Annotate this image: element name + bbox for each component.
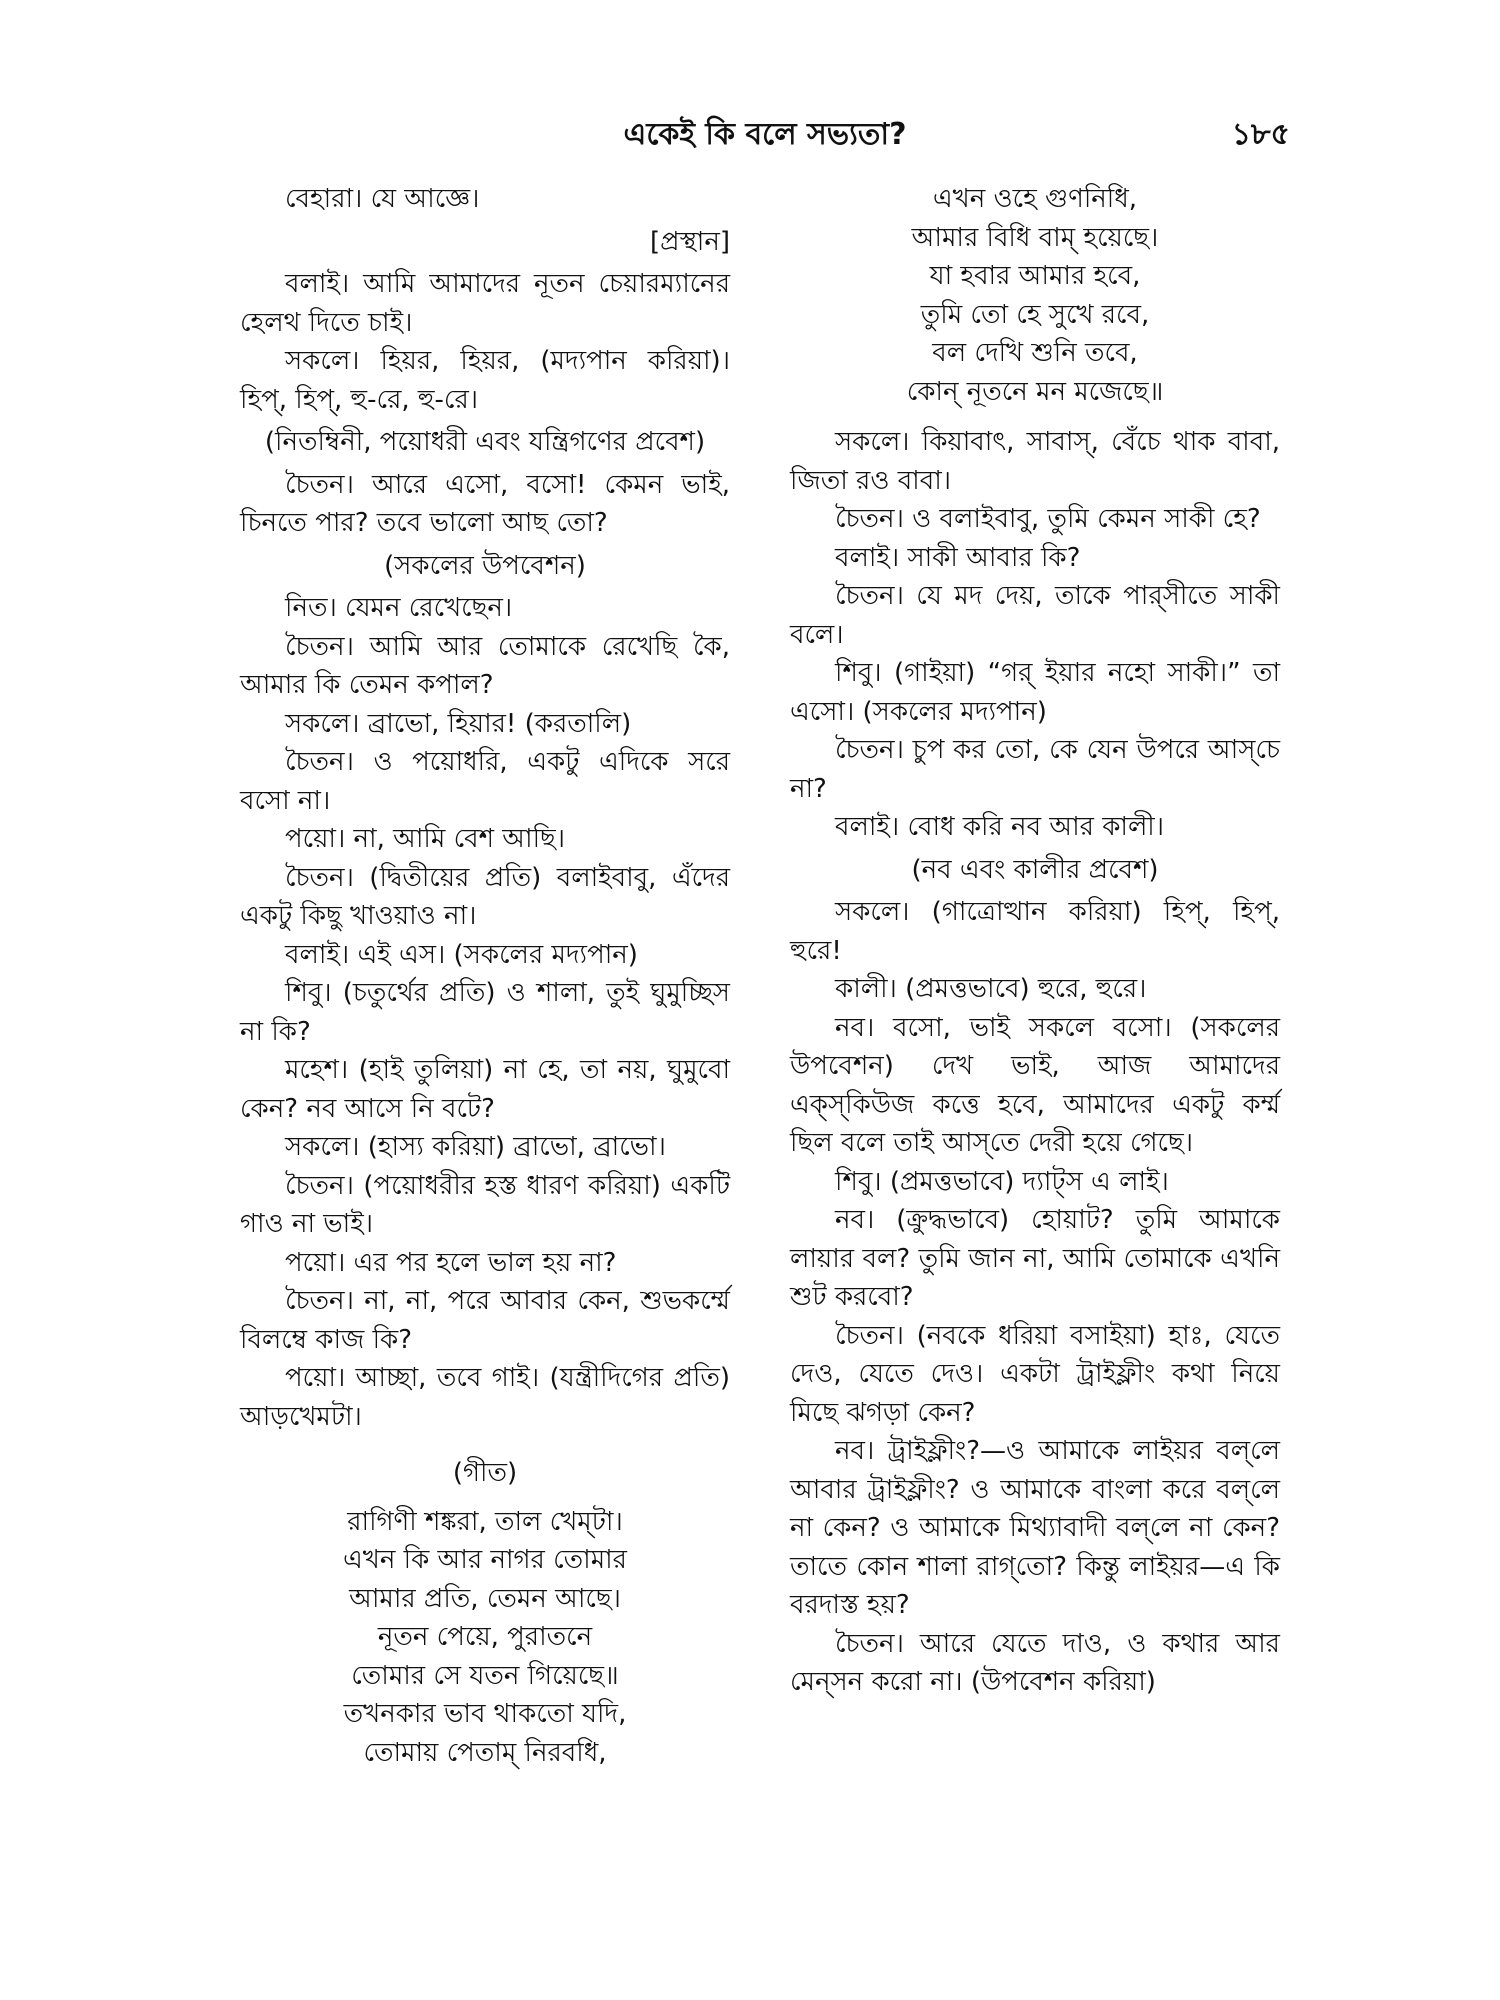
dialogue-line: মহেশ। (হাই তুলিয়া) না হে, তা নয়, ঘুমুবো কেন? নব আসে নি বটে?	[240, 1055, 730, 1124]
spacer	[790, 411, 1280, 423]
dialogue-line: চৈতন। (দ্বিতীয়ের প্রতি) বলাইবাবু, এঁদের একটু কিছু খাওয়াও না।	[240, 862, 730, 931]
stage-direction: [প্রস্থান]	[650, 226, 730, 257]
dialogue-line: চৈতন। চুপ কর তো, কে যেন উপরে আস্‌চে না?	[790, 735, 1280, 804]
dialogue-line: সকলে। (গাত্রোত্থান করিয়া) হিপ্, হিপ্, হুরে!	[790, 897, 1280, 966]
left-column	[240, 180, 730, 1772]
running-title: একেই কি বলে সভ্যতা?	[623, 117, 907, 152]
dialogue-line: বলাই। সাকী আবার কি?	[835, 542, 1081, 573]
dialogue-line: নব। ট্রাইফ্লীং?—ও আমাকে লাইয়র বল্‌লে আবার ট্রাইফ্লীং? ও আমাকে বাংলা করে বল্‌লে না কেন? ও আমাকে মিথ্যাবাদী বল্‌লে না কেন? তাতে কোন শালা রাগ্‌তো? কিন্তু লাইয়র—এ কি বরদাস্ত হয়?	[790, 1436, 1280, 1620]
dialogue-line: চৈতন। আমি আর তোমাকে রেখেছি কৈ, আমার কি তেমন কপাল?	[240, 631, 730, 700]
stage-direction: (নব এবং কালীর প্রবেশ)	[911, 854, 1159, 885]
stage-direction: (সকলের উপবেশন)	[384, 550, 586, 581]
dialogue-line: কালী। (প্রমত্তভাবে) হুরে, হুরে।	[835, 974, 1147, 1004]
dialogue-line: চৈতন। ও পয়োধরি, একটু এদিকে সরে বসো না।	[240, 747, 730, 816]
right-column	[790, 180, 1280, 1702]
dialogue-line: বলাই। বোধ করি নব আর কালী।	[835, 812, 1165, 842]
dialogue-line: চৈতন। না, না, পরে আবার কেন, শুভকর্ম্মে বিলম্বে কাজ কি?	[240, 1286, 730, 1355]
dialogue-line: নব। (ক্রুদ্ধভাবে) হোয়াট? তুমি আমাকে লায়ার বল? তুমি জান না, আমি তোমাকে এখনি শুট করবো?	[790, 1205, 1280, 1312]
dialogue-line: সকলে। (হাস্য করিয়া) ব্রাভো, ব্রাভো।	[285, 1132, 666, 1162]
song-verse: রাগিণী শঙ্করা, তাল খেম্‌টা। এখন কি আর নাগর তোমার আমার প্রতি, তেমন আছে। নূতন পেয়ে, পুরাতনে তোমার সে যতন গিয়েছে॥ তখনকার ভাব থাকতো যদি, তোমায় পেতাম্ নিরবধি,	[343, 1506, 627, 1768]
dialogue-line: নব। বসো, ভাই সকলে বসো। (সকলের উপবেশন) দেখ ভাই, আজ আমাদের এক্‌স্‌কিউজ কত্তে হবে, আমাদের একটু কৰ্ম্ম ছিল বলে তাই আস্‌তে দেরী হয়ে গেছে।	[790, 1012, 1280, 1158]
dialogue-line: পয়ো। এর পর হলে ভাল হয় না?	[285, 1247, 617, 1278]
dialogue-line: নিত। যেমন রেখেছেন।	[285, 593, 513, 623]
dialogue-line: চৈতন। যে মদ দেয়, তাকে পার্‌সীতে সাকী বলে।	[790, 581, 1280, 650]
dialogue-line: পয়ো। না, আমি বেশ আছি।	[285, 824, 566, 854]
dialogue-line: শিবু। (চতুর্থের প্রতি) ও শালা, তুই ঘুমুচ্ছিস না কি?	[240, 978, 730, 1047]
dialogue-line: শিবু। (প্রমত্তভাবে) দ্যাট্‌স এ লাই।	[835, 1166, 1169, 1197]
dialogue-line: চৈতন। (নবকে ধরিয়া বসাইয়া) হাঃ, যেতে দেও, যেতে দেও। একটা ট্রাইফ্লীং কথা নিয়ে মিছে ঝগড়া কেন?	[790, 1320, 1280, 1428]
dialogue-line: চৈতন। আরে এসো, বসো! কেমন ভাই, চিনতে পার? তবে ভালো আছ তো?	[240, 469, 730, 538]
dialogue-line: সকলে। ব্রাভো, হিয়ার! (করতালি)	[285, 708, 632, 739]
stage-direction: (নিতম্বিনী, পয়োধরী এবং যন্ত্রিগণের প্রবেশ)	[264, 427, 706, 457]
dialogue-line: চৈতন। (পয়োধরীর হস্ত ধারণ করিয়া) একটি গাও না ভাই।	[240, 1170, 730, 1239]
dialogue-line: বলাই। আমি আমাদের নূতন চেয়ারম্যানের হেলথ দিতে চাই।	[240, 269, 730, 338]
dialogue-line: চৈতন। আরে যেতে দাও, ও কথার আর মেন্‌সন করো না। (উপবেশন করিয়া)	[790, 1628, 1280, 1697]
page-number: ১৮৫	[1231, 117, 1290, 152]
song-title: (গীত)	[452, 1458, 518, 1488]
page-header	[240, 110, 1290, 160]
song-verse: এখন ওহে গুণনিধি, আমার বিধি বাম্ হয়েছে। যা হবার আমার হবে, তুমি তো হে সুখে রবে, বল দেখি শুনি তবে, কোন্ নূতনে মন মজেছে॥	[906, 184, 1164, 407]
dialogue-line: বেহারা। যে আজ্ঞে।	[285, 184, 480, 214]
dialogue-line: পয়ো। আচ্ছা, তবে গাই। (যন্ত্রীদিগের প্রতি) আড়খেমটা।	[240, 1363, 730, 1432]
dialogue-line: বলাই। এই এস। (সকলের মদ্যপান)	[285, 939, 638, 970]
dialogue-line: সকলে। হিয়র, হিয়র, (মদ্যপান করিয়া)। হিপ্, হিপ্, হু-রে, হু-রে।	[240, 346, 730, 415]
dialogue-line: সকলে। কিয়াবাৎ, সাবাস্, বেঁচে থাক বাবা, জিতা রও বাবা।	[790, 427, 1280, 496]
dialogue-line: চৈতন। ও বলাইবাবু, তুমি কেমন সাকী হে?	[835, 504, 1261, 534]
dialogue-line: শিবু। (গাইয়া) “গর্ ইয়ার নহো সাকী।” তা এসো। (সকলের মদ্যপান)	[790, 658, 1280, 727]
